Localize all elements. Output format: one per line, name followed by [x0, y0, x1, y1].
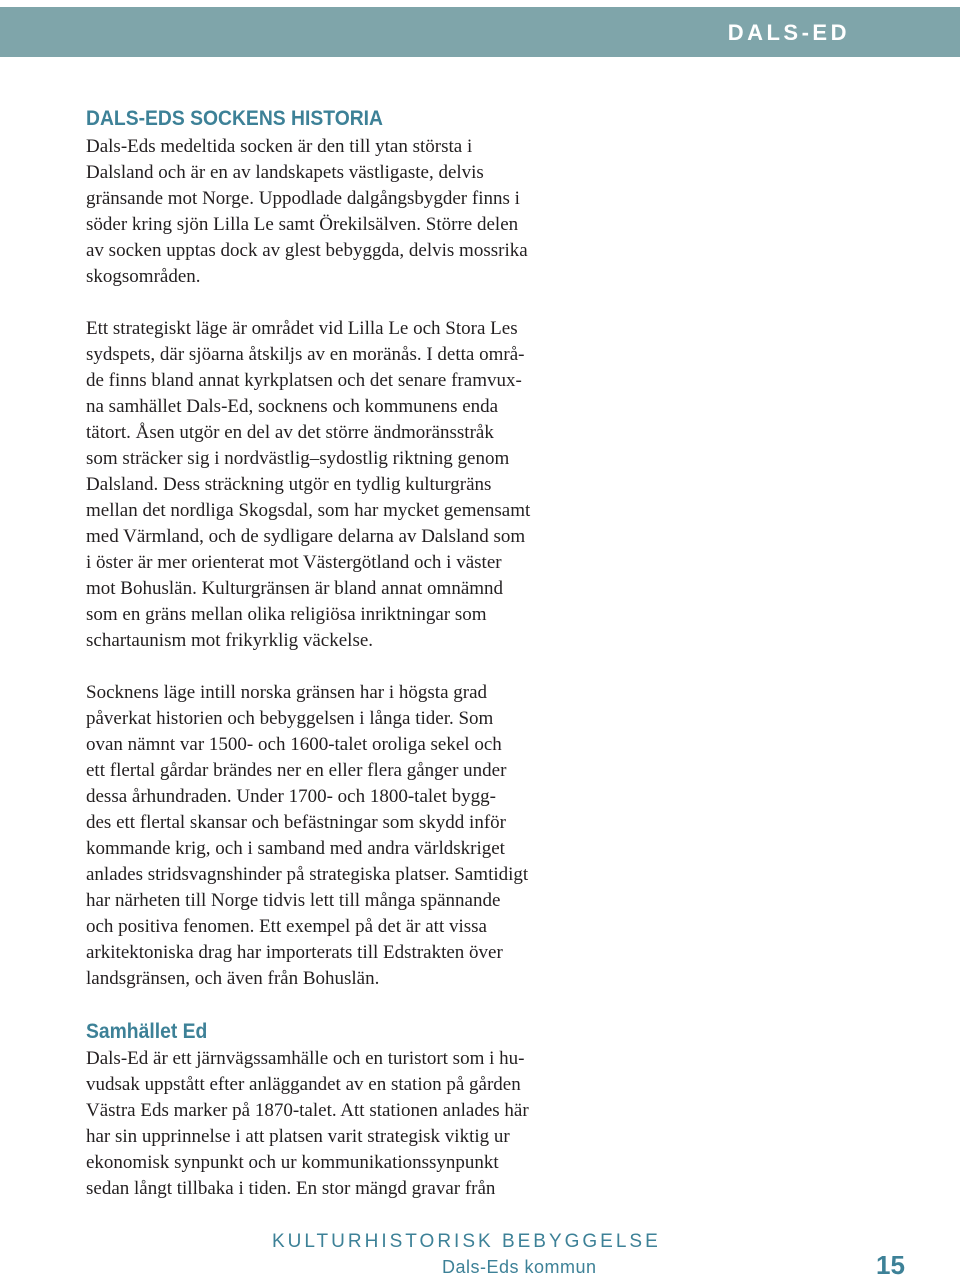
text-line: ett flertal gårdar brändes ner en eller flera gånger under	[86, 760, 507, 781]
text-line: Dalsland och är en av landskapets västligaste, delvis	[86, 162, 484, 183]
paragraph-intro	[86, 134, 616, 290]
text-line: kommande krig, och i samband med andra världskriget	[86, 838, 505, 859]
text-line: skogsområden.	[86, 266, 201, 287]
paragraph-border-history	[86, 680, 616, 992]
text-line: arkitektoniska drag har importerats till Edstrakten över	[86, 942, 503, 963]
text-line: har sin upprinnelse i att platsen varit strategisk viktig ur	[86, 1126, 510, 1147]
text-line: vudsak uppstått efter anläggandet av en station på gården	[86, 1074, 521, 1095]
page-number: 15	[876, 1250, 905, 1280]
text-line: mellan det nordliga Skogsdal, som har mycket gemensamt	[86, 500, 531, 521]
section-heading-community: Samhället Ed	[86, 1020, 208, 1043]
text-line: av socken upptas dock av glest bebyggda, delvis mossrika	[86, 240, 528, 261]
footer-municipality: Dals-Eds kommun	[442, 1257, 597, 1277]
text-line: påverkat historien och bebyggelsen i långa tider. Som	[86, 708, 494, 729]
text-line: med Värmland, och de sydligare delarna av Dalsland som	[86, 526, 526, 547]
text-line: ovan nämnt var 1500- och 1600-talet oroliga sekel och	[86, 734, 502, 755]
text-line: des ett flertal skansar och befästningar som skydd inför	[86, 812, 506, 833]
text-line: som en gräns mellan olika religiösa inriktningar som	[86, 604, 487, 625]
section-spacer	[86, 992, 616, 1018]
text-line: och positiva fenomen. Ett exempel på det är att vissa	[86, 916, 487, 937]
paragraph-spacer	[86, 290, 616, 316]
text-line: har närheten till Norge tidvis lett till många spännande	[86, 890, 501, 911]
footer-category: KULTURHISTORISK BEBYGGELSE	[272, 1231, 661, 1252]
text-line: Dals-Ed är ett järnvägssamhälle och en turistort som i hu-	[86, 1048, 525, 1069]
main-content	[86, 104, 616, 1202]
text-line: landsgränsen, och även från Bohuslän.	[86, 968, 380, 989]
text-line: söder kring sjön Lilla Le samt Örekilsälven. Större delen	[86, 214, 519, 235]
header-title: DALS-ED	[727, 20, 850, 45]
text-line: dessa århundraden. Under 1700- och 1800-talet bygg-	[86, 786, 496, 807]
text-line: tätort. Åsen utgör en del av det större ändmoränsstråk	[86, 422, 494, 443]
header-band	[0, 7, 960, 57]
text-line: Dalsland. Dess sträckning utgör en tydlig kulturgräns	[86, 474, 492, 495]
text-line: na samhället Dals-Ed, socknens och kommunens enda	[86, 396, 499, 417]
text-line: ekonomisk synpunkt och ur kommunikationssynpunkt	[86, 1152, 499, 1173]
text-line: Socknens läge intill norska gränsen har i högsta grad	[86, 682, 488, 703]
text-line: som sträcker sig i nordvästlig–sydostlig riktning genom	[86, 448, 510, 469]
text-line: Västra Eds marker på 1870-talet. Att stationen anlades här	[86, 1100, 529, 1121]
text-line: Dals-Eds medeltida socken är den till ytan största i	[86, 136, 473, 157]
paragraph-spacer	[86, 654, 616, 680]
text-line: mot Bohuslän. Kulturgränsen är bland annat omnämnd	[86, 578, 504, 599]
text-line: sydspets, där sjöarna åtskiljs av en moränås. I detta områ-	[86, 344, 525, 365]
text-line: schartaunism mot frikyrklig väckelse.	[86, 630, 374, 651]
text-line: sedan långt tillbaka i tiden. En stor mängd gravar från	[86, 1178, 496, 1199]
paragraph-community	[86, 1046, 616, 1202]
text-line: gränsande mot Norge. Uppodlade dalgångsbygder finns i	[86, 188, 520, 209]
text-line: anlades stridsvagnshinder på strategiska platser. Samtidigt	[86, 864, 529, 885]
paragraph-strategic-location	[86, 316, 616, 654]
text-line: i öster är mer orienterat mot Västergötland och i väster	[86, 552, 502, 573]
section-heading-history: DALS-EDS SOCKENS HISTORIA	[86, 107, 384, 130]
text-line: de finns bland annat kyrkplatsen och det senare framvux-	[86, 370, 522, 391]
text-line: Ett strategiskt läge är området vid Lilla Le och Stora Les	[86, 318, 518, 339]
